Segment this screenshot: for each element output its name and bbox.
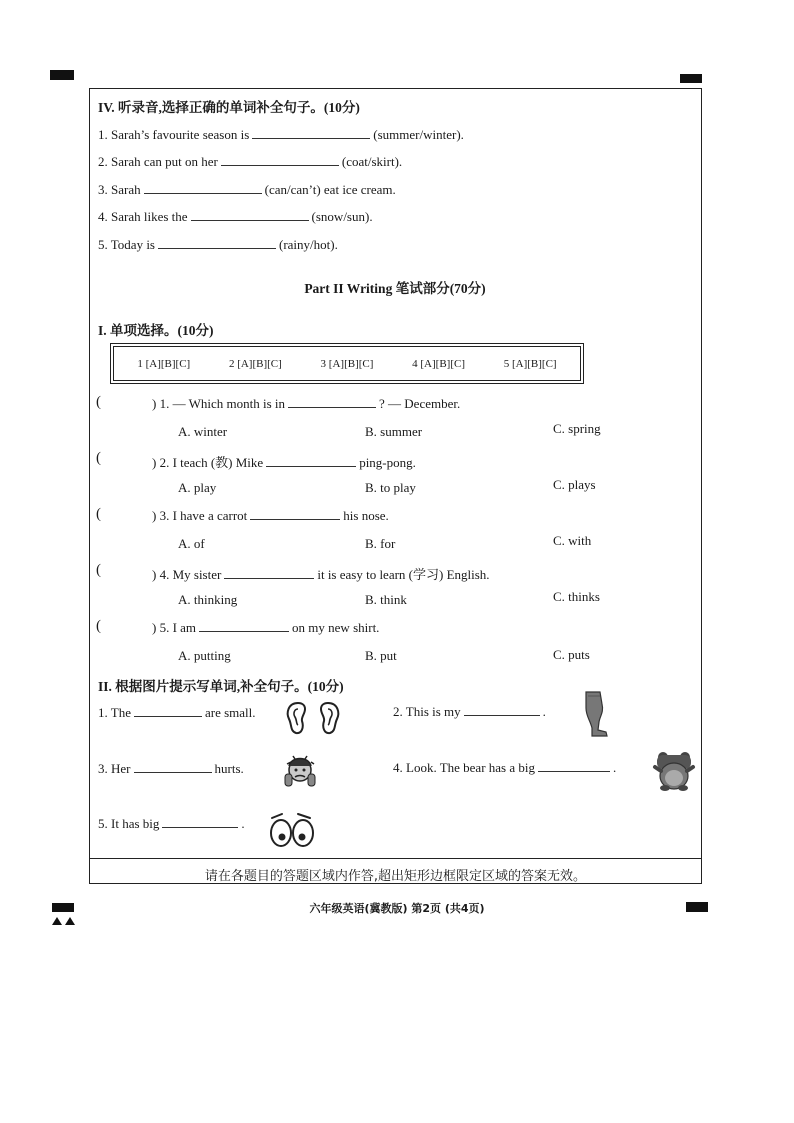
answer-paren[interactable]: ( [96,562,101,578]
answer-paren[interactable]: ( [96,618,101,634]
option-c[interactable]: C. plays [553,477,596,492]
option-b[interactable]: B. to play [365,480,416,495]
ears-icon [284,699,342,737]
answer-paren[interactable]: ( [96,450,101,466]
option-c[interactable]: C. with [553,533,592,548]
frame-footer-note: 请在各题目的答题区域内作答,超出矩形边框限定区域的答案无效。 [204,869,587,884]
answer-bubble-3[interactable]: 3 [A][B][C] [320,357,374,370]
answer-bubble-5[interactable]: 5 [A][B][C] [503,357,557,370]
option-c[interactable]: C. thinks [553,589,600,604]
part2-title: Part II Writing 笔试部分(70分) [304,281,486,296]
option-c[interactable]: C. spring [553,421,601,436]
answer-blank[interactable] [162,816,238,828]
answer-bubble-2[interactable]: 2 [A][B][C] [228,357,282,370]
answer-frame [89,88,702,884]
triangle-mark-1 [52,917,62,925]
option-a[interactable]: A. thinking [178,592,238,607]
option-b[interactable]: B. think [365,592,407,607]
eyes-icon [268,810,316,850]
answer-bubble-1[interactable]: 1 [A][B][C] [137,357,191,370]
head-hurt-icon [283,752,317,790]
question-5-stem: ) 5. I am on my new shirt. [152,620,380,635]
picture-item-3: 3. Her hurts. [98,761,244,776]
listening-item-4: 4. Sarah likes the (snow/sun). [98,209,373,224]
picture-item-2: 2. This is my . [393,704,546,719]
option-b[interactable]: B. put [365,648,397,663]
picture-item-4: 4. Look. The bear has a big . [393,760,617,775]
option-a[interactable]: A. winter [178,424,228,439]
picture-item-5: 5. It has big . [98,816,245,831]
page-footer: 六年级英语(冀教版) 第2页 (共4页) [309,902,485,915]
answer-paren[interactable]: ( [96,394,101,410]
option-b[interactable]: B. summer [365,424,423,439]
bear-icon [651,751,697,791]
listening-item-1: 1. Sarah’s favourite season is (summer/winter). [98,127,464,142]
section-ii-title: II. 根据图片提示写单词,补全句子。(10分) [98,679,344,694]
answer-blank[interactable] [158,237,276,249]
option-b[interactable]: B. for [365,536,396,551]
answer-blank[interactable] [134,705,202,717]
answer-bubble-4[interactable]: 4 [A][B][C] [412,357,465,370]
section-iv-title: IV. 听录音,选择正确的单词补全句子。(10分) [98,100,360,115]
listening-item-5: 5. Today is (rainy/hot). [98,237,338,252]
answer-blank[interactable] [144,182,262,194]
question-2-stem: ) 2. I teach (教) Mike ping-pong. [152,455,416,470]
registration-mark-top-left [50,70,74,80]
question-1-stem: ) 1. — Which month is in ? — December. [152,396,461,411]
registration-mark-top-right [680,74,702,83]
listening-item-2: 2. Sarah can put on her (coat/skirt). [98,154,403,169]
leg-icon [580,690,614,738]
option-a[interactable]: A. of [178,536,205,551]
answer-blank[interactable] [134,761,212,773]
triangle-mark-2 [65,917,75,925]
question-3-stem: ) 3. I have a carrot his nose. [152,508,389,523]
option-c[interactable]: C. puts [553,647,590,662]
answer-blank[interactable] [464,704,540,716]
option-a[interactable]: A. putting [178,648,231,663]
answer-paren[interactable]: ( [96,506,101,522]
question-4-stem: ) 4. My sister it is easy to learn (学习) English. [152,567,490,582]
answer-bubble-box[interactable] [113,346,581,381]
answer-blank[interactable] [221,154,339,166]
frame-footer-divider [90,858,701,859]
answer-blank[interactable] [252,127,370,139]
section-i-title: I. 单项选择。(10分) [98,323,214,338]
listening-item-3: 3. Sarah (can/can’t) eat ice cream. [98,182,396,197]
answer-blank[interactable] [191,209,309,221]
answer-blank[interactable] [538,760,610,772]
option-a[interactable]: A. play [178,480,217,495]
picture-item-1: 1. The are small. [98,705,256,720]
